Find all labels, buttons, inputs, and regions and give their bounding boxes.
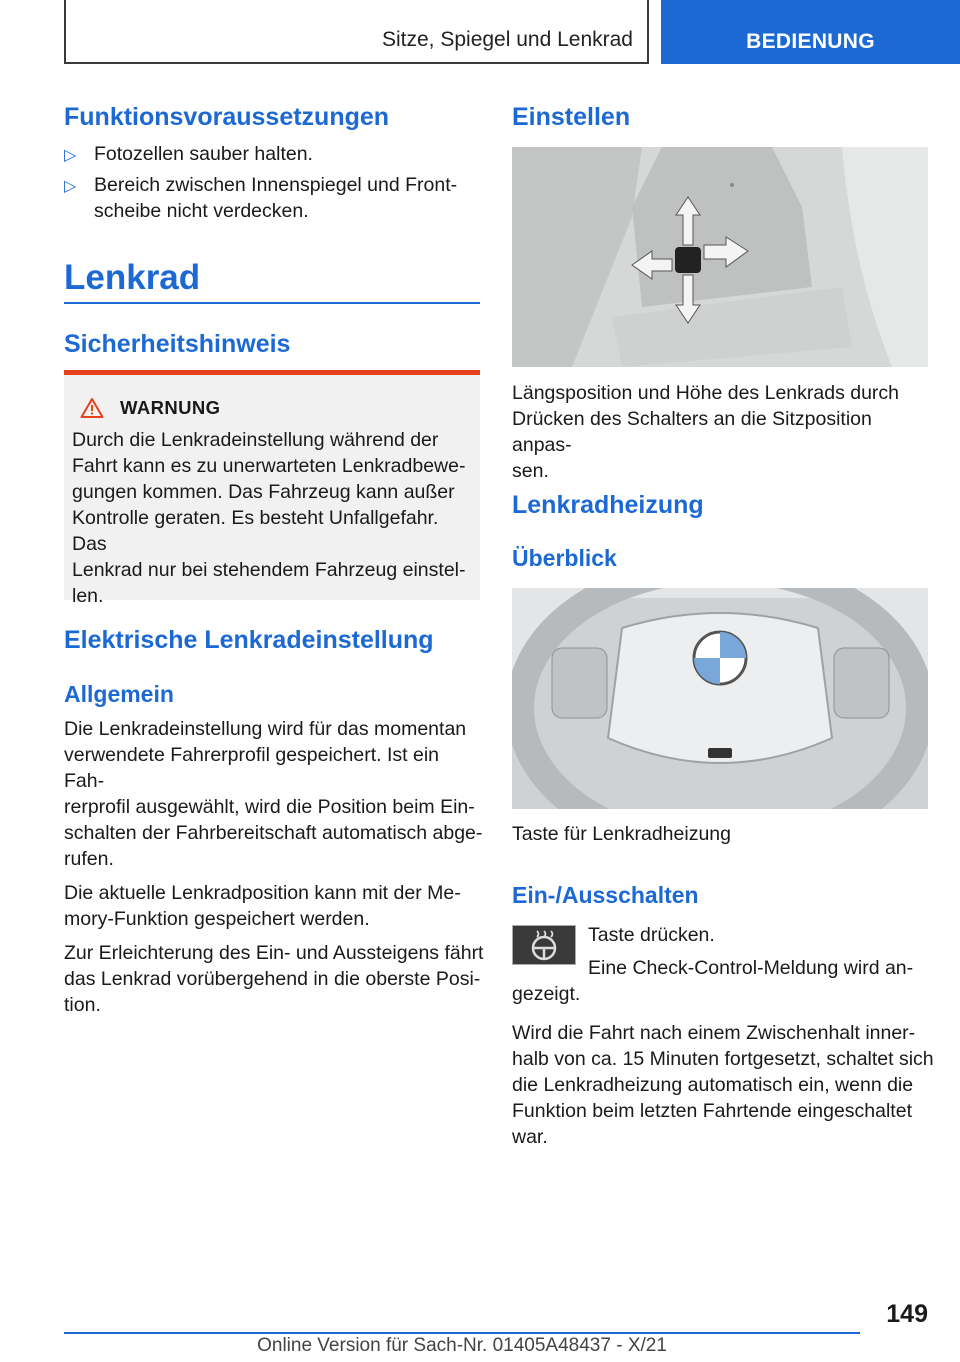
- instruction-meldung: Eine Check-Control-Meldung wird an-: [588, 957, 914, 979]
- header-section-box: [64, 0, 649, 64]
- heading-einstellen: Einstellen: [512, 103, 631, 131]
- paragraph-allgemein: [64, 716, 484, 1018]
- caption-einstellen: [512, 380, 932, 484]
- warning-line: Durch die Lenkradeinstellung während der: [72, 429, 439, 451]
- text-line: war.: [512, 1126, 548, 1148]
- heated-steering-wheel-button-icon[interactable]: [512, 925, 576, 965]
- header-chapter-tab[interactable]: [661, 0, 960, 64]
- warning-header: [72, 397, 468, 419]
- heading-rule: [64, 302, 480, 304]
- text-line: Die aktuelle Lenkradposition kann mit der Me-: [64, 882, 461, 904]
- heading-lenkrad: Lenkrad: [64, 258, 201, 297]
- text-line: mory-Funktion gespeichert werden.: [64, 908, 370, 930]
- text-line: die Lenkradheizung automatisch ein, wenn die: [512, 1074, 914, 1096]
- heading-ein-ausschalten: Ein-/Ausschalten: [512, 882, 699, 908]
- warning-line: Lenkrad nur bei stehendem Fahrzeug einstel-: [72, 559, 466, 581]
- text-line: Zur Erleichterung des Ein- und Aussteigens fährt: [64, 942, 484, 964]
- text-line: rerprofil ausgewählt, wird die Position beim Ein-: [64, 796, 475, 818]
- heading-funktionsvoraussetzungen: Funktionsvoraussetzungen: [64, 103, 390, 131]
- text-line: Funktion beim letzten Fahrtende eingeschaltet: [512, 1100, 912, 1122]
- text-line: Wird die Fahrt nach einem Zwischenhalt inner-: [512, 1022, 916, 1044]
- warning-line: Fahrt kann es zu unerwarteten Lenkradbewe-: [72, 455, 466, 477]
- text-line: verwendete Fahrerprofil gespeichert. Ist ein Fah-: [64, 744, 440, 792]
- caption-taste: Taste für Lenkradheizung: [512, 823, 731, 845]
- text-line: das Lenkrad vorübergehend in die oberste Posi-: [64, 968, 481, 990]
- warning-label: WARNUNG: [120, 397, 221, 418]
- triangle-bullet-icon: ▷: [64, 147, 77, 164]
- warning-triangle-icon: [80, 397, 104, 419]
- text-line: Längsposition und Höhe des Lenkrads durch: [512, 382, 900, 404]
- warning-box: [64, 370, 480, 607]
- bullet-text: Bereich zwischen Innenspiegel und Front-: [94, 174, 458, 196]
- heated-wheel-icon: [526, 929, 562, 961]
- triangle-bullet-icon: ▷: [64, 178, 77, 195]
- text-line: sen.: [512, 460, 549, 482]
- heading-ueberblick: Überblick: [512, 545, 617, 571]
- text-line: schalten der Fahrbereitschaft automatisch abge-: [64, 822, 483, 844]
- section-title: Sitze, Spiegel und Lenkrad: [381, 28, 633, 51]
- heading-elektrische-lenkradeinstellung: Elektrische Lenkradeinstellung: [64, 626, 434, 654]
- heading-allgemein: Allgemein: [64, 681, 174, 707]
- steering-wheel-image: [512, 588, 928, 809]
- text-line: tion.: [64, 994, 101, 1016]
- text-line: halb von ca. 15 Minuten fortgesetzt, schaltet sich: [512, 1048, 934, 1070]
- text-line: rufen.: [64, 848, 114, 870]
- instruction-meldung-cont: gezeigt.: [512, 983, 581, 1005]
- text-line: Die Lenkradeinstellung wird für das momentan: [64, 718, 467, 740]
- bullet-item: [64, 141, 480, 169]
- page-number: 149: [886, 1300, 928, 1328]
- bullet-text: Fotozellen sauber halten.: [94, 143, 313, 165]
- bullet-item: [64, 172, 480, 200]
- text-line: Drücken des Schalters an die Sitzposition anpas-: [512, 408, 872, 456]
- heading-lenkradheizung: Lenkradheizung: [512, 491, 704, 519]
- footer-rule: [64, 1332, 860, 1334]
- paragraph-heizung: [512, 1020, 936, 1150]
- warning-line: len.: [72, 585, 104, 607]
- warning-line: gungen kommen. Das Fahrzeug kann außer: [72, 481, 455, 503]
- steering-column-adjust-image: [512, 147, 928, 367]
- heading-sicherheitshinweis: Sicherheitshinweis: [64, 330, 291, 358]
- instruction-taste: Taste drücken.: [588, 924, 715, 946]
- warning-line: Kontrolle geraten. Es besteht Unfallgefahr. Das: [72, 507, 439, 555]
- bullet-text-cont: scheibe nicht verdecken.: [94, 200, 309, 222]
- chapter-label: BEDIENUNG: [746, 30, 875, 53]
- footer-online-version[interactable]: Online Version für Sach-Nr. 01405A48437 - X/21: [257, 1335, 667, 1356]
